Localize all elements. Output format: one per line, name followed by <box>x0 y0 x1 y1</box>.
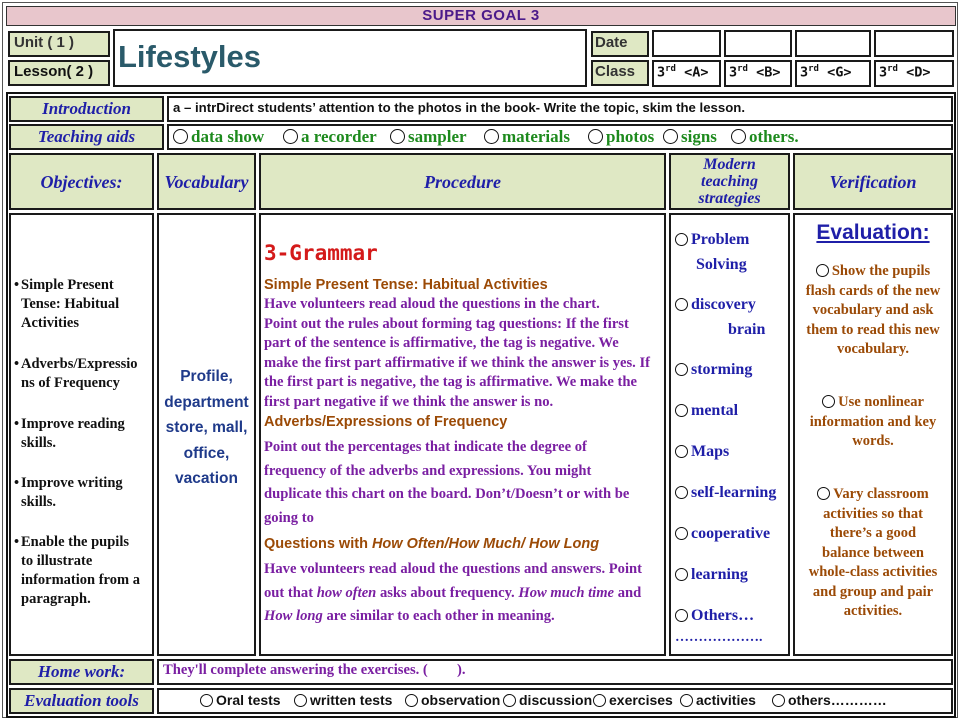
radio-circle-icon <box>200 694 213 707</box>
tool-option-written-tests[interactable]: written tests <box>294 690 392 711</box>
tool-option-discussion[interactable]: discussion <box>503 690 592 711</box>
strategies-header: Modern teaching strategies <box>698 156 761 207</box>
class-a: 3rd <A> <box>657 64 709 81</box>
unit-label: Unit ( 1 ) <box>14 34 74 51</box>
radio-circle-icon <box>675 486 688 499</box>
date-cell-a <box>652 30 721 57</box>
introduction-text: a – intrDirect students’ attention to the photos in the book- Write the topic, skim the lesson. <box>173 100 746 115</box>
aid-option-others[interactable]: others. <box>731 125 799 149</box>
radio-circle-icon <box>588 129 603 144</box>
radio-circle-icon <box>675 233 688 246</box>
vocabulary-list: Profile, department store, mall, office, vacation <box>164 368 249 487</box>
radio-circle-icon <box>675 363 688 376</box>
objectives-header: Objectives: <box>40 171 123 192</box>
date-label: Date <box>595 34 628 51</box>
radio-circle-icon <box>675 445 688 458</box>
strategy-others[interactable]: Others… <box>675 604 754 628</box>
procedure-content <box>264 238 664 629</box>
sub-heading-simple-present: Simple Present Tense: Habitual Activities <box>264 277 548 293</box>
paragraph-frequency: Point out the percentages that indicate the degree of frequency of the adverbs and expressions. You might duplicate this chart on the board. Don’t/Doesn’t or with be going to <box>264 439 630 526</box>
date-cell-g <box>795 30 871 57</box>
objective-item: • Enable the pupils to illustrate information from a paragraph. <box>14 534 140 607</box>
aid-option-sampler[interactable]: sampler <box>390 125 467 149</box>
radio-circle-icon <box>675 568 688 581</box>
sub-heading-questions: Questions with How Often/How Much/ How Long <box>264 536 600 552</box>
aid-option-signs[interactable]: signs <box>663 125 717 149</box>
teaching-aids-list <box>173 125 953 149</box>
class-b: 3rd <B> <box>729 64 781 81</box>
procedure-header: Procedure <box>424 171 501 192</box>
radio-circle-icon <box>283 129 298 144</box>
evaluation-tools-list <box>200 690 950 712</box>
strategy-problem-solving-cont: Solving <box>696 256 747 273</box>
paragraph-questions: Have volunteers read aloud the questions and answers. Point out that how often asks about frequency. How much time and How long are similar to each other in meaning. <box>264 561 642 624</box>
strategy-maps[interactable]: Maps <box>675 440 729 464</box>
radio-circle-icon <box>390 129 405 144</box>
verification-header: Verification <box>829 171 917 192</box>
evaluation-item: Use nonlinear information and key words. <box>809 394 937 449</box>
class-d: 3rd <D> <box>879 64 931 81</box>
strategy-storming[interactable]: storming <box>675 358 752 382</box>
aid-option-materials[interactable]: materials <box>484 125 570 149</box>
lesson-title: Lifestyles <box>118 39 262 74</box>
strategy-self-learning[interactable]: self-learning <box>675 481 776 505</box>
teaching-aids-label: Teaching aids <box>37 127 136 146</box>
aid-option-recorder[interactable]: a recorder <box>283 125 377 149</box>
radio-circle-icon <box>503 694 516 707</box>
radio-circle-icon <box>680 694 693 707</box>
radio-circle-icon <box>731 129 746 144</box>
objective-item: • Adverbs/Expressio ns of Frequency <box>14 356 138 391</box>
objective-item: • Improve writing skills. <box>14 475 123 510</box>
radio-circle-icon <box>816 264 829 277</box>
tool-option-others[interactable]: others………… <box>772 690 887 711</box>
radio-circle-icon <box>817 487 830 500</box>
evaluation-tools-label: Evaluation tools <box>24 691 139 710</box>
strategy-problem-solving[interactable]: Problem <box>675 228 749 252</box>
strategy-learning[interactable]: learning <box>675 563 748 587</box>
homework-text: They'll complete answering the exercises. ( ). <box>163 662 466 678</box>
lesson-label: Lesson( 2 ) <box>14 63 94 80</box>
class-g: 3rd <G> <box>800 64 852 81</box>
date-cell-d <box>874 30 954 57</box>
radio-circle-icon <box>173 129 188 144</box>
paragraph-tag-questions: Have volunteers read aloud the questions in the chart. Point out the rules about forming tag questions: If the first part of the sentence is affirmative, the tag is negative. We make the first part affirmative if we think the answer is yes. If the first part is negative, the tag is affirmative. We make the first part negative if we think the answer is no. <box>264 296 651 410</box>
radio-circle-icon <box>593 694 606 707</box>
strategy-dots: ………………. <box>675 630 763 645</box>
grammar-heading: 3-Grammar <box>264 241 378 265</box>
strategy-discovery-cont: brain <box>728 321 766 338</box>
strategy-discovery[interactable]: discovery <box>675 293 756 317</box>
vocabulary-header: Vocabulary <box>164 171 249 192</box>
evaluation-item: Vary classroom activities so that there’s a good balance between whole-class activities and group and pair activities. <box>808 486 938 619</box>
tool-option-oral-tests[interactable]: Oral tests <box>200 690 281 711</box>
aid-option-photos[interactable]: photos <box>588 125 654 149</box>
tool-option-exercises[interactable]: exercises <box>593 690 673 711</box>
evaluation-heading: Evaluation: <box>816 221 930 244</box>
date-cell-b <box>724 30 792 57</box>
radio-circle-icon <box>772 694 785 707</box>
objective-item: • Improve reading skills. <box>14 416 125 451</box>
page-title: SUPER GOAL 3 <box>422 7 540 24</box>
radio-circle-icon <box>405 694 418 707</box>
objective-item: • Simple Present Tense: Habitual Activities <box>14 277 120 331</box>
sub-heading-adverbs: Adverbs/Expressions of Frequency <box>264 414 508 430</box>
tool-option-observation[interactable]: observation <box>405 690 500 711</box>
tool-option-activities[interactable]: activities <box>680 690 756 711</box>
radio-circle-icon <box>675 609 688 622</box>
strategy-cooperative[interactable]: cooperative <box>675 522 770 546</box>
radio-circle-icon <box>294 694 307 707</box>
strategy-mental[interactable]: mental <box>675 399 738 423</box>
radio-circle-icon <box>675 404 688 417</box>
evaluation-item: Show the pupils flash cards of the new vocabulary and ask them to read this new vocabulary. <box>805 263 941 357</box>
class-label: Class <box>595 63 636 80</box>
radio-circle-icon <box>484 129 499 144</box>
radio-circle-icon <box>675 527 688 540</box>
strategies-cell <box>669 213 790 656</box>
introduction-label: Introduction <box>42 99 131 118</box>
radio-circle-icon <box>663 129 678 144</box>
radio-circle-icon <box>822 395 835 408</box>
homework-label: Home work: <box>37 662 126 681</box>
aid-option-data-show[interactable]: data show <box>173 125 264 149</box>
radio-circle-icon <box>675 298 688 311</box>
